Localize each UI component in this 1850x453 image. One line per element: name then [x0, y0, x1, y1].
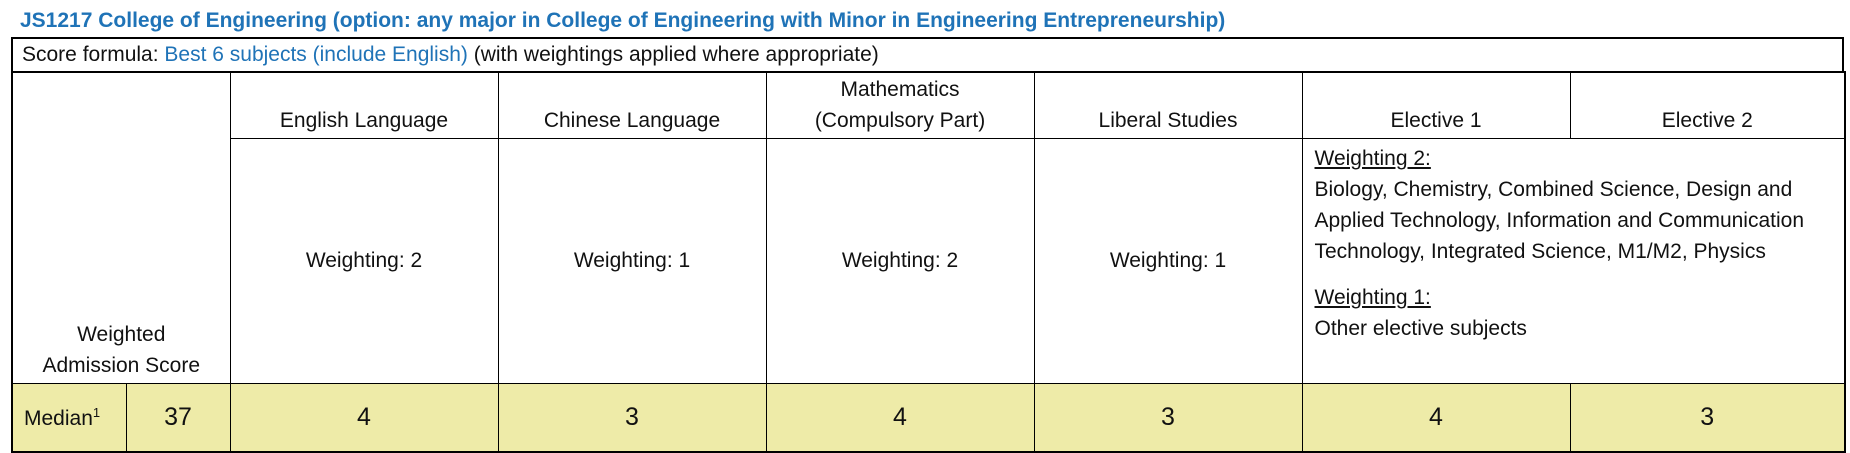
mathematics-header-line1: Mathematics: [840, 78, 960, 101]
mathematics-header: [766, 72, 1034, 139]
elective-2-header: Elective 2: [1570, 72, 1845, 139]
score-table: [11, 71, 1846, 453]
median-chinese: 3: [498, 384, 766, 453]
median-elective-1: 4: [1302, 384, 1570, 453]
elective-weighting-2-subjects: Biology, Chemistry, Combined Science, Design and Applied Technology, Information and Communication Technology, Integrated Science, M1/M2, Physics: [1314, 178, 1805, 263]
median-row: [12, 384, 1845, 453]
chinese-language-header: Chinese Language: [498, 72, 766, 139]
elective-weighting: [1302, 139, 1845, 384]
maths-weighting: Weighting: 2: [766, 139, 1034, 384]
chinese-weighting: Weighting: 1: [498, 139, 766, 384]
elective-weighting-1-heading: Weighting 1:: [1314, 286, 1431, 309]
median-elective-2: 3: [1570, 384, 1845, 453]
elective-1-header: Elective 1: [1302, 72, 1570, 139]
liberal-studies-header: Liberal Studies: [1034, 72, 1302, 139]
english-weighting: Weighting: 2: [230, 139, 498, 384]
median-english: 4: [230, 384, 498, 453]
weighting-row: [12, 139, 1845, 384]
median-score: 37: [126, 384, 230, 453]
english-language-header: English Language: [230, 72, 498, 139]
liberal-weighting: Weighting: 1: [1034, 139, 1302, 384]
score-formula-prefix: Score formula:: [22, 43, 165, 66]
median-label: [12, 384, 126, 453]
score-formula: [11, 37, 1844, 71]
mathematics-header-line2: (Compulsory Part): [814, 109, 986, 132]
median-liberal: 3: [1034, 384, 1302, 453]
weighted-admission-score-header: [12, 72, 230, 384]
header-row: [12, 72, 1845, 139]
page-title: JS1217 College of Engineering (option: any major in College of Engineering with Minor in Engineering Entrepreneurship): [20, 9, 1226, 32]
elective-weighting-2-heading: Weighting 2:: [1314, 147, 1431, 170]
score-formula-suffix: (with weightings applied where appropriate): [467, 43, 879, 66]
weighted-admission-score-line1: Weighted: [77, 323, 166, 346]
weighted-admission-score-line2: Admission Score: [42, 354, 201, 377]
median-footnote: 1: [92, 404, 101, 420]
elective-weighting-1-subjects: Other elective subjects: [1314, 317, 1527, 340]
median-maths: 4: [766, 384, 1034, 453]
median-label-text: Median: [24, 406, 93, 430]
score-formula-highlight: Best 6 subjects (include English): [164, 43, 468, 66]
